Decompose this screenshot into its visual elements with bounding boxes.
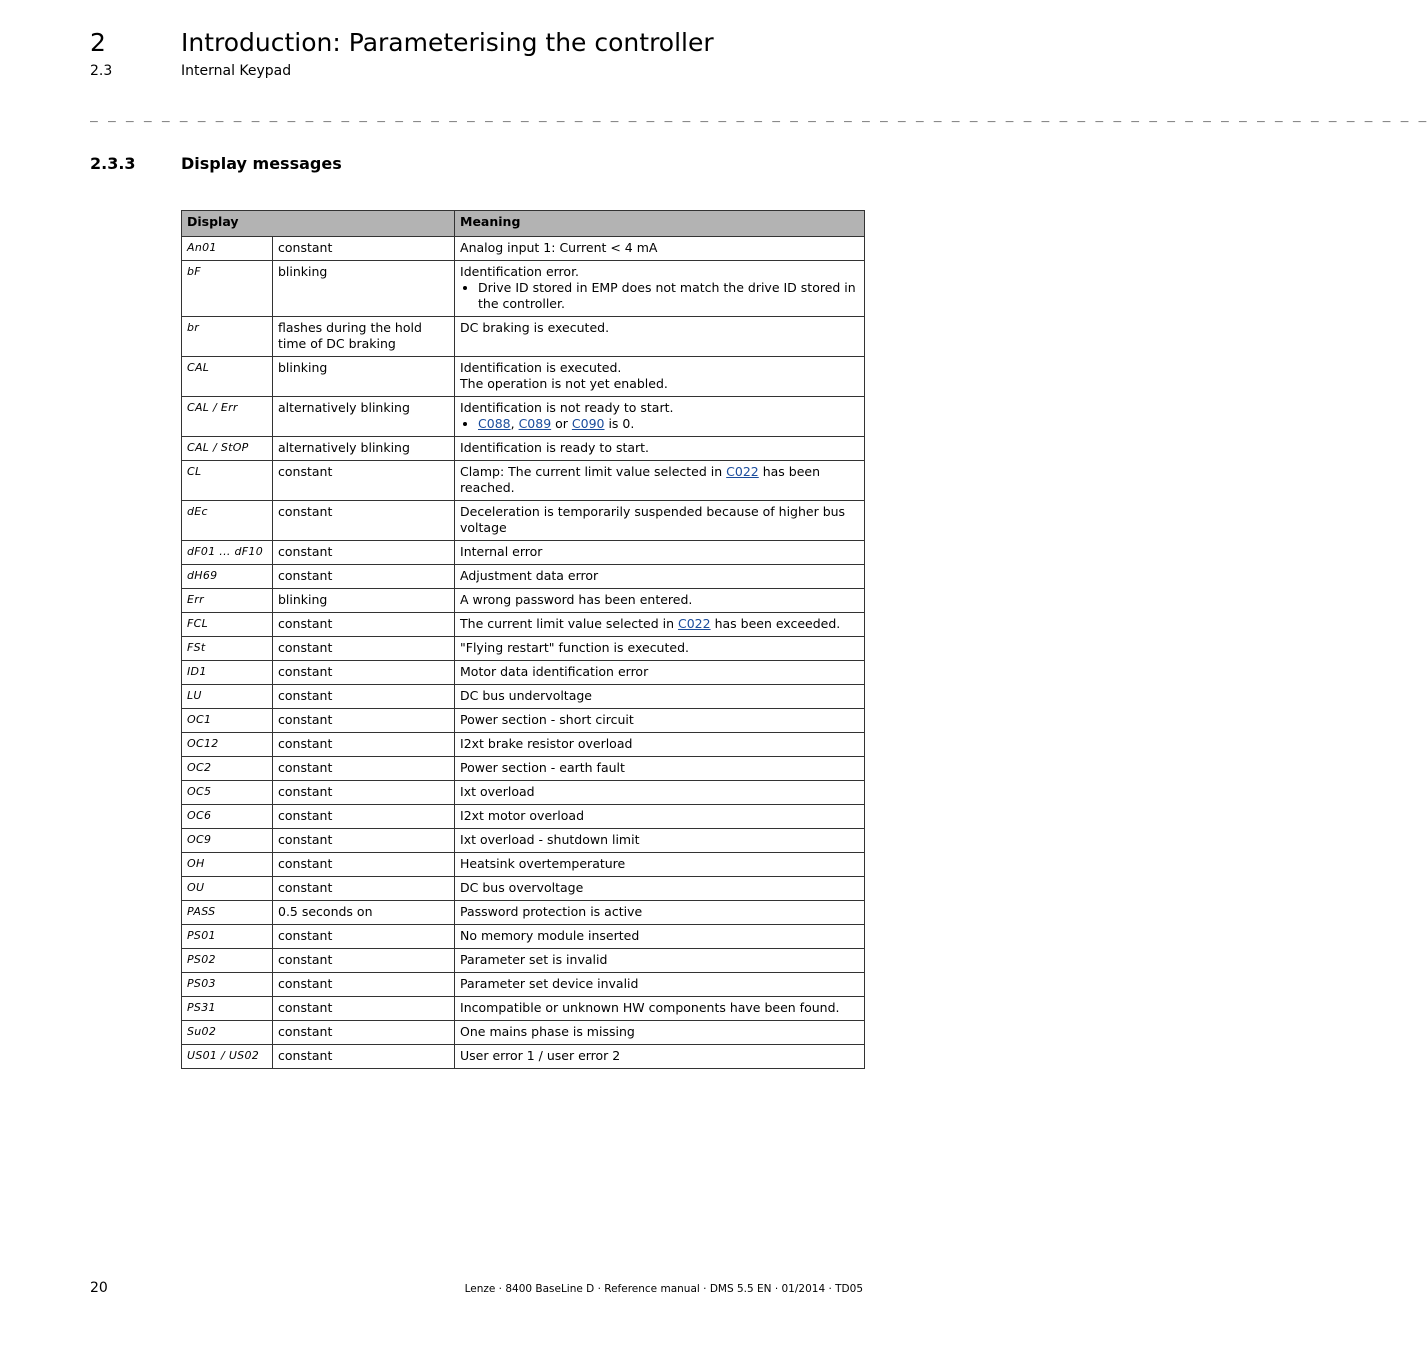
display-state: constant: [273, 829, 455, 853]
meaning-text: I2xt motor overload: [460, 808, 585, 823]
display-state: constant: [273, 1045, 455, 1069]
table-row: [182, 637, 865, 661]
display-code: OU: [182, 877, 273, 901]
meaning-cell: [455, 661, 865, 685]
meaning-cell: [455, 925, 865, 949]
meaning-cell: [455, 757, 865, 781]
meaning-cell: [455, 1045, 865, 1069]
display-code: CAL: [182, 357, 273, 397]
link-separator: ,: [510, 416, 519, 431]
table-row: [182, 461, 865, 501]
display-state: constant: [273, 997, 455, 1021]
display-code: dF01 ... dF10: [182, 541, 273, 565]
display-code: CL: [182, 461, 273, 501]
display-state: constant: [273, 877, 455, 901]
meaning-bullet-list: [460, 416, 859, 432]
meaning-text-line2: The operation is not yet enabled.: [460, 376, 668, 391]
display-state: constant: [273, 805, 455, 829]
display-state: flashes during the hold time of DC braking: [273, 317, 455, 357]
table-row: [182, 1021, 865, 1045]
table-row: [182, 565, 865, 589]
display-code: PASS: [182, 901, 273, 925]
display-code: US01 / US02: [182, 1045, 273, 1069]
meaning-cell: [455, 237, 865, 261]
link-separator: or: [551, 416, 572, 431]
meaning-cell: [455, 829, 865, 853]
table-row: [182, 437, 865, 461]
meaning-cell: [455, 805, 865, 829]
code-link-c090[interactable]: C090: [571, 416, 605, 431]
meaning-text: DC bus overvoltage: [460, 880, 584, 895]
meaning-cell: [455, 501, 865, 541]
meaning-text: One mains phase is missing: [460, 1024, 635, 1039]
meaning-cell: [455, 357, 865, 397]
meaning-cell: [455, 637, 865, 661]
display-code: PS31: [182, 997, 273, 1021]
meaning-bullet: • Drive ID stored in EMP does not match the drive ID stored in the controller.: [478, 280, 859, 312]
meaning-text: Deceleration is temporarily suspended because of higher bus voltage: [460, 504, 846, 535]
display-state: constant: [273, 925, 455, 949]
display-code: dH69: [182, 565, 273, 589]
display-code: PS01: [182, 925, 273, 949]
display-code: FSt: [182, 637, 273, 661]
display-code: PS03: [182, 973, 273, 997]
display-code: Err: [182, 589, 273, 613]
table-row: [182, 949, 865, 973]
display-code: CAL / StOP: [182, 437, 273, 461]
display-state: constant: [273, 685, 455, 709]
table-row: [182, 685, 865, 709]
display-state: constant: [273, 565, 455, 589]
display-code: CAL / Err: [182, 397, 273, 437]
subsection-number: 2.3.3: [90, 154, 136, 173]
display-code: ID1: [182, 661, 273, 685]
meaning-text: No memory module inserted: [460, 928, 640, 943]
display-code: OC9: [182, 829, 273, 853]
meaning-text: User error 1 / user error 2: [460, 1048, 621, 1063]
meaning-text: Power section - earth fault: [460, 760, 625, 775]
meaning-cell: [455, 997, 865, 1021]
meaning-text: Identification is executed.: [460, 360, 622, 375]
meaning-text: DC braking is executed.: [460, 320, 610, 335]
display-state: constant: [273, 781, 455, 805]
meaning-text: Motor data identification error: [460, 664, 649, 679]
table-row: [182, 589, 865, 613]
header-divider: _ _ _ _ _ _ _ _ _ _ _ _ _ _ _ _ _ _ _ _ _ _ _ _ _ _ _ _ _ _ _ _ _ _ _ _ _ _ _ _ _ _ _ _ _ _ _ _ _ _ _ _ _ _ _ _ _ _ _ _ _ _ _ _ _ _ _ _ _ _ _ _ _ _ _: [90, 108, 1428, 123]
display-state: blinking: [273, 357, 455, 397]
table-row: [182, 541, 865, 565]
display-code: OH: [182, 853, 273, 877]
meaning-cell: [455, 437, 865, 461]
table-row: [182, 237, 865, 261]
display-state: blinking: [273, 261, 455, 317]
display-state: constant: [273, 973, 455, 997]
table-row: [182, 613, 865, 637]
code-link-c089[interactable]: C089: [518, 416, 552, 431]
meaning-text: Identification is not ready to start.: [460, 400, 674, 415]
table-row: [182, 733, 865, 757]
table-row: [182, 317, 865, 357]
display-state: constant: [273, 501, 455, 541]
meaning-text-post: has been reached.: [460, 464, 821, 495]
meaning-bullet: [478, 416, 859, 432]
display-state: constant: [273, 541, 455, 565]
meaning-text-post: has been exceeded.: [710, 616, 841, 631]
meaning-cell: [455, 589, 865, 613]
display-code: OC1: [182, 709, 273, 733]
display-code: FCL: [182, 613, 273, 637]
display-state: constant: [273, 237, 455, 261]
meaning-text: Adjustment data error: [460, 568, 599, 583]
table-row: [182, 397, 865, 437]
meaning-text: Identification error.: [460, 264, 580, 279]
meaning-text: Identification is ready to start.: [460, 440, 650, 455]
display-messages-table: [181, 210, 865, 1069]
table-row: [182, 501, 865, 541]
meaning-text: Ixt overload: [460, 784, 535, 799]
display-state: alternatively blinking: [273, 397, 455, 437]
meaning-cell: [455, 733, 865, 757]
display-state: constant: [273, 757, 455, 781]
meaning-cell: [455, 261, 865, 317]
display-code: OC12: [182, 733, 273, 757]
header-display: Display: [182, 211, 455, 237]
display-state: constant: [273, 1021, 455, 1045]
table-row: [182, 877, 865, 901]
meaning-text: Incompatible or unknown HW components have been found.: [460, 1000, 840, 1015]
display-state: constant: [273, 661, 455, 685]
meaning-text: I2xt brake resistor overload: [460, 736, 633, 751]
meaning-text: Ixt overload - shutdown limit: [460, 832, 640, 847]
meaning-cell: [455, 781, 865, 805]
meaning-text: DC bus undervoltage: [460, 688, 592, 703]
display-code: Su02: [182, 1021, 273, 1045]
display-code: OC6: [182, 805, 273, 829]
display-state: constant: [273, 733, 455, 757]
meaning-text: Internal error: [460, 544, 543, 559]
meaning-cell: [455, 853, 865, 877]
table-header-row: [182, 211, 865, 237]
table-row: [182, 805, 865, 829]
display-state: constant: [273, 637, 455, 661]
display-state: constant: [273, 949, 455, 973]
section-title: Internal Keypad: [181, 63, 292, 79]
chapter-title: Introduction: Parameterising the controller: [181, 28, 714, 57]
meaning-text: Parameter set is invalid: [460, 952, 608, 967]
table-row: [182, 661, 865, 685]
meaning-text: Password protection is active: [460, 904, 643, 919]
meaning-text: A wrong password has been entered.: [460, 592, 693, 607]
display-state: blinking: [273, 589, 455, 613]
table-row: [182, 709, 865, 733]
subsection-title: Display messages: [181, 154, 342, 173]
table-row: [182, 829, 865, 853]
code-link-c022[interactable]: C022: [726, 464, 759, 479]
meaning-cell: [455, 1021, 865, 1045]
code-link-c022[interactable]: C022: [678, 616, 711, 631]
display-code: OC2: [182, 757, 273, 781]
table-row: [182, 997, 865, 1021]
meaning-text: [460, 464, 859, 496]
meaning-text-pre: Clamp: The current limit value selected in: [460, 464, 727, 479]
display-state: constant: [273, 613, 455, 637]
display-code: PS02: [182, 949, 273, 973]
footer-reference: Lenze · 8400 BaseLine D · Reference manual · DMS 5.5 EN · 01/2014 · TD05: [464, 1283, 863, 1295]
meaning-cell: [455, 565, 865, 589]
table-row: [182, 1045, 865, 1069]
table-row: [182, 781, 865, 805]
meaning-text: Heatsink overtemperature: [460, 856, 626, 871]
meaning-cell: [455, 901, 865, 925]
meaning-cell: [455, 709, 865, 733]
page-number: 20: [90, 1280, 108, 1296]
meaning-cell: [455, 461, 865, 501]
display-state: 0.5 seconds on: [273, 901, 455, 925]
meaning-cell: [455, 317, 865, 357]
display-code: dEc: [182, 501, 273, 541]
display-state: alternatively blinking: [273, 437, 455, 461]
meaning-text: [460, 616, 859, 632]
meaning-cell: [455, 397, 865, 437]
meaning-bullet-list: [460, 280, 859, 312]
display-state: constant: [273, 461, 455, 501]
display-code: br: [182, 317, 273, 357]
meaning-cell: [455, 949, 865, 973]
meaning-cell: [455, 613, 865, 637]
display-code: LU: [182, 685, 273, 709]
display-state: constant: [273, 709, 455, 733]
meaning-cell: [455, 541, 865, 565]
meaning-text: Analog input 1: Current < 4 mA: [460, 240, 658, 255]
display-code: OC5: [182, 781, 273, 805]
link-tail: is 0.: [604, 416, 635, 431]
chapter-number: 2: [90, 28, 106, 57]
meaning-text: Parameter set device invalid: [460, 976, 639, 991]
table-row: [182, 853, 865, 877]
table-row: [182, 357, 865, 397]
meaning-text: Power section - short circuit: [460, 712, 634, 727]
display-code: bF: [182, 261, 273, 317]
header-meaning: Meaning: [455, 211, 865, 237]
table-row: [182, 925, 865, 949]
table-row: [182, 973, 865, 997]
table-row: [182, 261, 865, 317]
meaning-cell: [455, 877, 865, 901]
code-link-c088[interactable]: C088: [478, 416, 511, 431]
meaning-text-pre: The current limit value selected in: [460, 616, 678, 631]
meaning-cell: [455, 973, 865, 997]
meaning-text: "Flying restart" function is executed.: [460, 640, 689, 655]
display-state: constant: [273, 853, 455, 877]
section-number: 2.3: [90, 63, 113, 79]
table-row: [182, 901, 865, 925]
meaning-cell: [455, 685, 865, 709]
table-row: [182, 757, 865, 781]
display-code: An01: [182, 237, 273, 261]
